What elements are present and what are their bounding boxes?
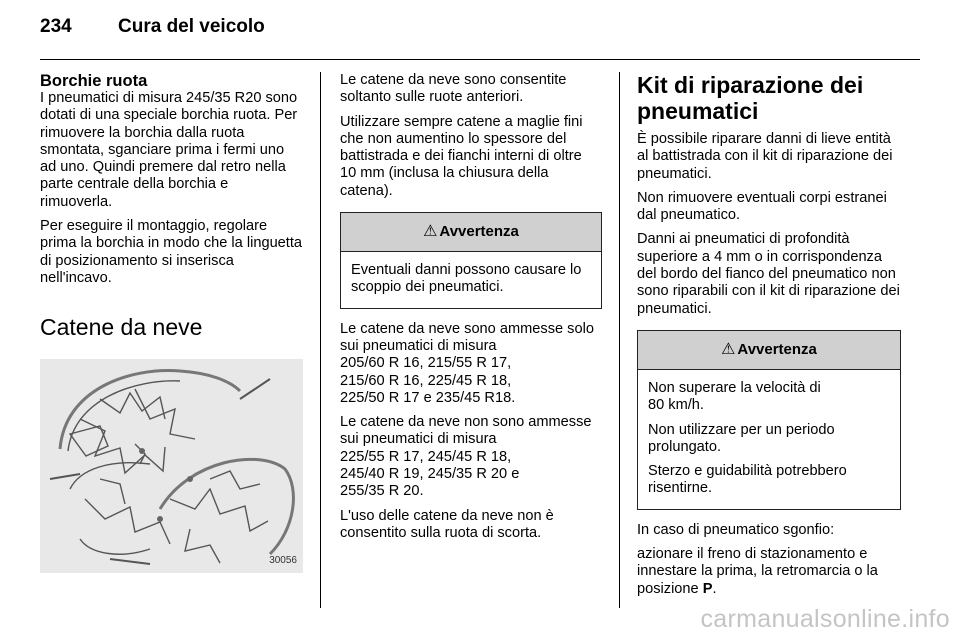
warning-text: Eventuali danni possono causare lo scoppio dei pneumatici. <box>351 262 582 296</box>
heading-borchie-ruota: Borchie ruota <box>40 72 148 90</box>
paragraph: Le catene da neve sono consentite soltanto sulle ruote anteriori. <box>340 72 567 106</box>
paragraph: Non rimuovere eventuali corpi estranei dal pneumatico. <box>637 189 887 224</box>
paragraph: I pneumatici di misura 245/35 R20 sono dotati di una speciale borchia ruota. Per rimuovere la borchia dalla ruota smontata, sganciare prima i fermi uno ad uno. Quindi premere dal retro nella parte centrale della borchia e rimuoverla. <box>40 90 298 210</box>
warning-icon: ⚠ <box>423 223 438 241</box>
heading-catene-da-neve: Catene da neve <box>40 314 203 341</box>
warning-text: Sterzo e guidabilità potrebbero risentirne. <box>648 463 847 497</box>
warning-title: Avvertenza <box>737 341 817 359</box>
warning-header <box>341 213 601 252</box>
column-divider-1 <box>320 72 321 608</box>
paragraph-not-allowed-sizes: Le catene da neve non sono ammesse sui pneumatici di misura 225/55 R 17, 245/45 R 18, 245/40 R 19, 245/35 R 20 e 255/35 R 20. <box>340 414 592 500</box>
watermark: carmanualsonline.info <box>700 605 950 633</box>
heading-kit-riparazione: Kit di riparazione dei pneumatici <box>637 72 864 124</box>
paragraph: azionare il freno di stazionamento e innestare la prima, la retromarcia o la posizione P. <box>637 546 878 597</box>
column-2 <box>340 72 602 549</box>
page-title: Cura del veicolo <box>118 16 265 37</box>
paragraph: Utilizzare sempre catene a maglie fini che non aumentino lo spessore del battistrada e dei fianchi interni di oltre 10 mm (inclusa la chiusura della catena). <box>340 113 583 199</box>
image-code: 30056 <box>269 554 297 566</box>
warning-box <box>637 330 901 510</box>
column-3 <box>637 72 901 605</box>
paragraph: L'uso delle catene da neve non è consentito sulla ruota di scorta. <box>340 507 554 541</box>
paragraph: In caso di pneumatico sgonfio: <box>637 521 835 538</box>
paragraph: È possibile riparare danni di lieve entità al battistrada con il kit di riparazione dei pneumatici. <box>637 131 893 182</box>
warning-header <box>638 331 900 370</box>
warning-text: Non superare la velocità di 80 km/h. <box>648 379 821 414</box>
warning-box <box>340 212 602 309</box>
gear-position-p: P <box>702 580 713 597</box>
page-header <box>40 16 265 44</box>
page-number: 234 <box>40 16 72 37</box>
paragraph: Danni ai pneumatici di profondità superiore a 4 mm o in corrispondenza del bordo del fianco del pneumatico non sono riparabili con il kit di riparazione dei pneumatici. <box>637 231 900 317</box>
paragraph: Per eseguire il montaggio, regolare prima la borchia in modo che la linguetta di posizionamento si inserisca nell'incavo. <box>40 218 303 286</box>
column-1 <box>40 72 303 573</box>
warning-icon: ⚠ <box>721 341 736 359</box>
snow-chains-illustration <box>40 359 303 573</box>
column-divider-2 <box>619 72 620 608</box>
snow-chain-drawing <box>40 359 303 573</box>
warning-text: Non utilizzare per un periodo prolungato. <box>648 421 835 455</box>
header-rule <box>40 59 920 60</box>
paragraph-allowed-sizes: Le catene da neve sono ammesse solo sui pneumatici di misura 205/60 R 16, 215/55 R 17, 215/60 R 16, 225/45 R 18, 225/50 R 17 e 235/45 R18. <box>340 320 594 406</box>
warning-title: Avvertenza <box>439 223 519 241</box>
